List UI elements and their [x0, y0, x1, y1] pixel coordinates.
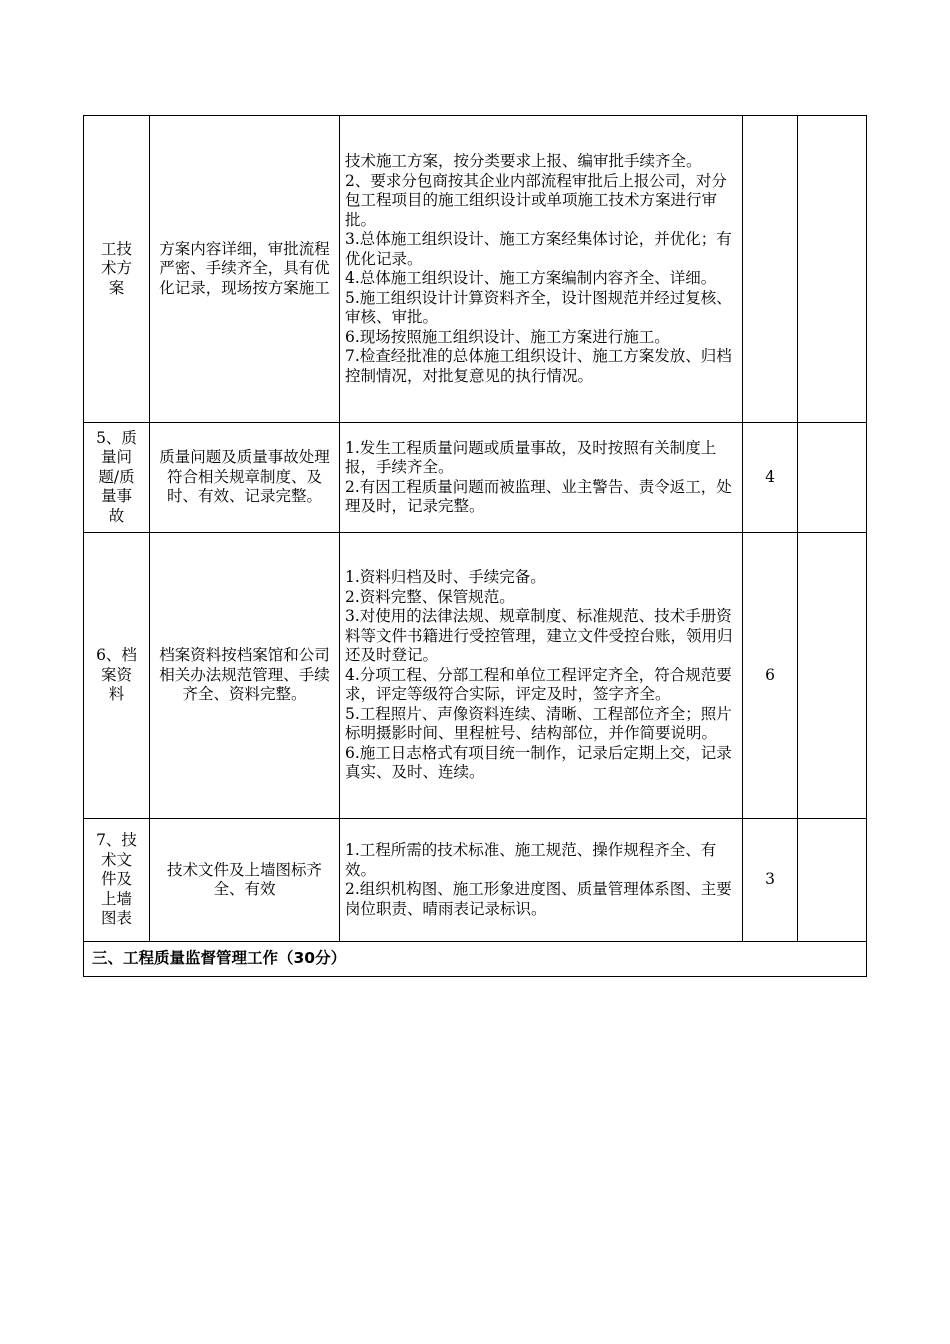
item-name-cell [84, 533, 150, 819]
table-row [84, 116, 867, 423]
standard-text: 质量问题及质量事故处理符合相关规章制度、及时、有效、记录完整。 [159, 448, 330, 506]
requirement-line: 1.发生工程质量问题或质量事故，及时按照有关制度上报，手续齐全。 [345, 438, 717, 476]
standard-text: 方案内容详细，审批流程严密、手续齐全，具有优化记录，现场按方案施工 [159, 239, 330, 297]
requirements-cell [340, 819, 743, 942]
score: 6 [765, 665, 775, 684]
result-cell [798, 533, 867, 819]
standard-text: 技术文件及上墙图标齐全、有效 [166, 860, 322, 898]
item-name-cell [84, 423, 150, 533]
score-cell [743, 533, 798, 819]
requirement-line: 6.施工日志格式有项目统一制作，记录后定期上交，记录真实、及时、连续。 [345, 743, 732, 782]
score-cell [743, 116, 798, 423]
requirement-line: 5.工程照片、声像资料连续、清晰、工程部位齐全；照片标明摄影时间、里程桩号、结构部位，并作简要说明。 [345, 704, 732, 743]
section-title: 三、工程质量监督管理工作（30分） [84, 942, 867, 977]
requirement-line: 4.分项工程、分部工程和单位工程评定齐全，符合规范要求，评定等级符合实际，评定及时，签字齐全。 [345, 665, 732, 704]
requirement-line: 4.总体施工组织设计、施工方案编制内容齐全、详细。 [345, 269, 717, 287]
requirement-line: 2.有因工程质量问题而被监理、业主警告、责令返工，处理及时，记录完整。 [345, 477, 732, 515]
requirements-cell [340, 423, 743, 533]
requirement-line: 2、要求分包商按其企业内部流程审批后上报公司，对分包工程项目的施工组织设计或单项施工技术方案进行审批。 [345, 171, 727, 229]
score: 4 [765, 467, 775, 486]
inspection-table [83, 115, 867, 977]
requirement-line: 2.组织机构图、施工形象进度图、质量管理体系图、主要岗位职责、晴雨表记录标识。 [345, 880, 732, 918]
requirement-line: 7.检查经批准的总体施工组织设计、施工方案发放、归档控制情况，对批复意见的执行情况。 [345, 347, 732, 385]
score-cell [743, 423, 798, 533]
item-name-cell [84, 116, 150, 423]
requirement-line: 1.工程所需的技术标准、施工规范、操作规程齐全、有效。 [345, 841, 717, 879]
requirement-line: 6.现场按照施工组织设计、施工方案进行施工。 [345, 327, 670, 346]
table-row [84, 819, 867, 942]
standard-cell [150, 819, 340, 942]
score: 3 [765, 870, 775, 889]
requirement-line: 3.总体施工组织设计、施工方案经集体讨论，并优化；有优化记录。 [345, 230, 732, 268]
result-cell [798, 819, 867, 942]
item-name: 6、档 案资 料 [96, 646, 137, 704]
section-row [84, 942, 867, 977]
result-cell [798, 423, 867, 533]
item-name-cell [84, 819, 150, 942]
requirement-line: 技术施工方案，按分类要求上报、编审批手续齐全。 [345, 152, 702, 170]
requirement-line: 3.对使用的法律法规、规章制度、标准规范、技术手册资料等文件书籍进行受控管理，建立文件受控台账，领用归还及时登记。 [345, 607, 733, 665]
result-cell [798, 116, 867, 423]
score-cell [743, 819, 798, 942]
requirement-line: 1.资料归档及时、手续完备。 [345, 568, 546, 587]
item-name: 7、技 术文 件及 上墙 图表 [96, 831, 137, 928]
requirements-cell [340, 116, 743, 423]
item-name: 工技 术方 案 [100, 239, 132, 297]
standard-cell [150, 533, 340, 819]
requirement-line: 2.资料完整、保管规范。 [345, 587, 515, 606]
requirement-line: 5.施工组织设计计算资料齐全，设计图规范并经过复核、审核、审批。 [345, 288, 732, 326]
item-name: 5、质 量问 题/质 量事 故 [96, 428, 137, 525]
table-row [84, 423, 867, 533]
standard-cell [150, 423, 340, 533]
requirements-cell [340, 533, 743, 819]
standard-text: 档案资料按档案馆和公司相关办法规范管理、手续齐全、资料完整。 [159, 646, 330, 704]
standard-cell [150, 116, 340, 423]
table-row [84, 533, 867, 819]
